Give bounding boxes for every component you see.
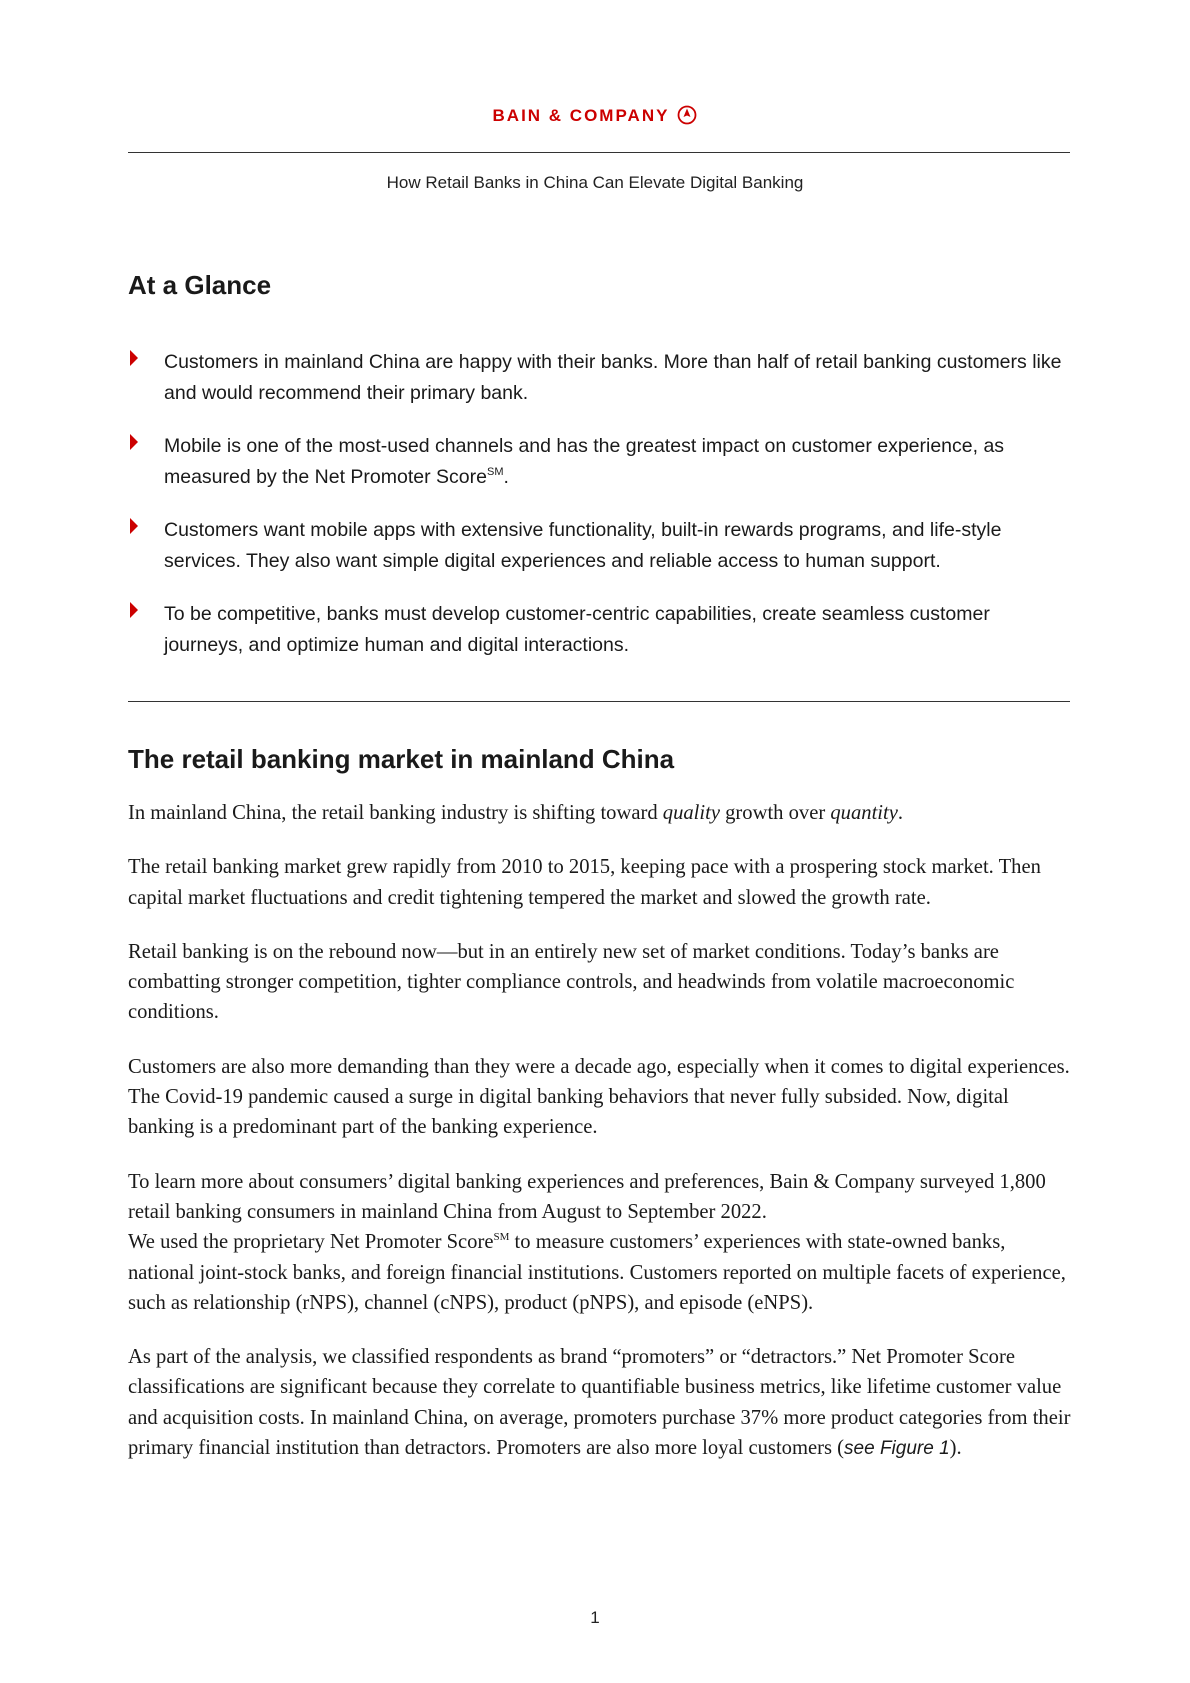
document-title: How Retail Banks in China Can Elevate Digital Banking — [386, 173, 804, 192]
red-triangle-bullet-icon — [128, 348, 140, 368]
figure-reference-link[interactable]: Figure 1 — [879, 1438, 950, 1460]
bullet-text-end: . — [503, 465, 509, 488]
paragraph: Retail banking is on the rebound now—but in an entirely new set of market conditions. Today’s banks are combatting stronger competition, tighter compliance controls, and headwinds from volatile macroeconomic conditions. — [128, 940, 1015, 1024]
red-triangle-bullet-icon — [128, 432, 140, 452]
emphasis: quantity — [830, 802, 898, 824]
red-triangle-bullet-icon — [128, 600, 140, 620]
brand-header — [0, 104, 1190, 128]
bullet-text: Customers in mainland China are happy with their banks. More than half of retail banking customers like and would recommend their primary bank. — [164, 351, 1062, 404]
text-run: ). — [949, 1437, 962, 1460]
paragraph — [128, 1342, 1073, 1464]
red-triangle-bullet-icon — [128, 516, 140, 536]
service-mark: SM — [486, 465, 504, 478]
list-item — [128, 515, 1070, 576]
header-divider — [128, 152, 1070, 153]
paragraph — [128, 1167, 1073, 1318]
figure-reference-see: see — [844, 1438, 880, 1460]
section-divider — [128, 701, 1070, 702]
at-a-glance-heading: At a Glance — [128, 270, 272, 300]
list-item — [128, 347, 1070, 408]
paragraph: Customers are also more demanding than they were a decade ago, especially when it comes to digital experiences. The Covid-19 pandemic caused a surge in digital banking behaviors that never fully subsided. Now, digital banking is a predominant part of the banking experience. — [128, 1055, 1070, 1139]
text-run: to measure customers’ experiences with state-owned banks, national joint-stock banks, and foreign financial institutions. Customers reported on multiple facets of experience, such as relationship (rNPS), channel (cNPS), product (pNPS), and episode (eNPS). — [128, 1231, 1066, 1314]
page-number: 1 — [590, 1608, 600, 1627]
text-run: In mainland China, the retail banking industry is shifting toward — [128, 802, 663, 824]
bullet-text: Mobile is one of the most-used channels and has the greatest impact on customer experience, as measured by the Net Promoter Score — [164, 435, 1005, 488]
bullet-text: Customers want mobile apps with extensive functionality, built-in rewards programs, and life-style services. They also want simple digital experiences and reliable access to human support. — [164, 519, 1002, 572]
list-item — [128, 599, 1070, 660]
service-mark: SM — [493, 1231, 510, 1244]
text-run: We used the proprietary Net Promoter Score — [128, 1231, 494, 1254]
emphasis: quality — [662, 802, 720, 824]
list-item — [128, 431, 1070, 492]
text-run: . — [897, 802, 904, 824]
text-run: growth over — [719, 802, 831, 824]
text-run: As part of the analysis, we classified respondents as brand “promoters” or “detractors.” Net Promoter Score classifications are significant because they correlate to quantifiable business metrics, like lifetime customer value and acquisition costs. In mainland China, on average, promoters purchase 37% more product categories from their primary financial institution than detractors. Promoters are also more loyal customers ( — [128, 1346, 1071, 1460]
bullet-text: To be competitive, banks must develop customer-centric capabilities, create seamless customer journeys, and optimize human and digital interactions. — [164, 603, 990, 656]
market-body-text — [128, 798, 1073, 1488]
paragraph: The retail banking market grew rapidly from 2010 to 2015, keeping pace with a prospering stock market. Then capital market fluctuations and credit tightening tempered the market and slowed the growth rate. — [128, 856, 1041, 909]
bain-compass-icon — [677, 105, 697, 125]
brand-name: BAIN & COMPANY — [492, 106, 670, 125]
glance-bullet-list — [128, 347, 1070, 683]
paragraph — [128, 798, 1073, 828]
text-run: To learn more about consumers’ digital banking experiences and preferences, Bain & Company surveyed 1,800 retail banking consumers in mainland China from August to September 2022. — [128, 1170, 1046, 1223]
market-section-heading: The retail banking market in mainland China — [128, 744, 675, 774]
